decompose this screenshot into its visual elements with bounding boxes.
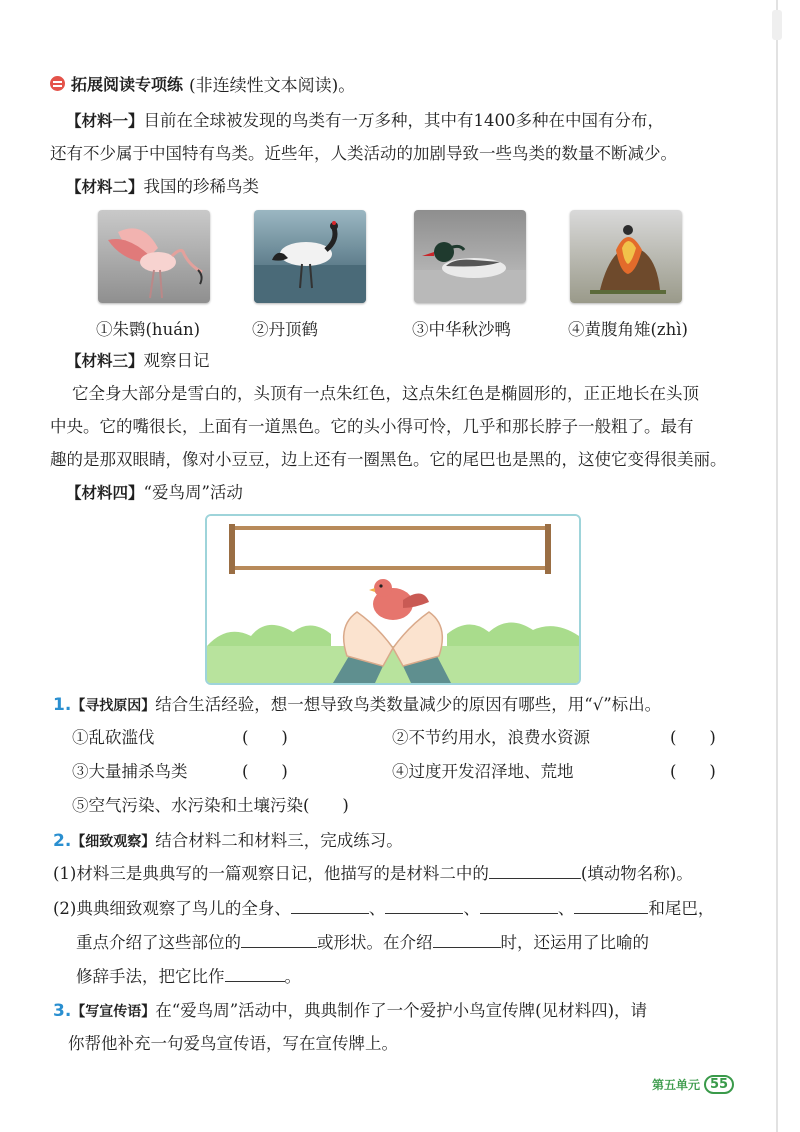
question-3-number: 3. — [53, 1001, 72, 1021]
question-2-part-2-line-2 — [76, 926, 766, 959]
page-edge-mark — [772, 10, 782, 40]
question-2-text: 结合材料二和材料三，完成练习。 — [155, 831, 403, 850]
material-3-label: 【材料三】 — [66, 352, 144, 370]
metaphor-part-blank[interactable] — [433, 929, 501, 948]
material-3-text: 观察日记 — [143, 351, 210, 370]
option-4-answer[interactable]: ( ) — [670, 762, 716, 781]
option-3-answer[interactable]: ( ) — [242, 762, 288, 781]
option-text: ②不节约用水，浪费水资源 — [392, 728, 590, 747]
section-subtitle: (非连续性文本阅读)。 — [189, 76, 356, 96]
material-1 — [66, 104, 736, 138]
body-part-blank-3[interactable] — [480, 895, 558, 914]
question-2-part-2-line-1 — [53, 892, 743, 925]
question-3-cont — [68, 1027, 758, 1060]
body-part-blank-2[interactable] — [385, 895, 463, 914]
section-heading — [50, 71, 355, 96]
question-2-2-text-5: 修辞手法，把它比作 — [76, 967, 225, 986]
material-1-label: 【材料一】 — [66, 112, 144, 130]
question-2-2-text-4: 时，还运用了比喻的 — [500, 933, 649, 952]
unit-label: 第五单元 — [652, 1078, 701, 1092]
question-2-2-tail: 和尾巴， — [648, 899, 715, 918]
animal-name-blank[interactable] — [489, 860, 581, 879]
question-2-1-text: (1)材料三是典典写的一篇观察日记，他描写的是材料二中的 — [53, 864, 489, 883]
option-2-answer[interactable]: ( ) — [670, 728, 716, 747]
tragopan-photo — [570, 210, 682, 303]
bird-caption: ④黄腹角雉(zhì) — [568, 320, 688, 339]
page-footer — [652, 1075, 734, 1094]
question-1-number: 1. — [53, 695, 72, 715]
question-2-2-text-2: 重点介绍了这些部位的 — [76, 933, 241, 952]
material-1-line-1: 目前在全球被发现的鸟类有一万多种，其中有1400多种在中国有分布， — [143, 111, 665, 130]
bird-week-sign-illustration — [205, 514, 581, 685]
question-1-text: 结合生活经验，想一想导致鸟类数量减少的原因有哪些，用“√”标出。 — [155, 695, 662, 714]
bird-card — [568, 210, 708, 340]
separator: 、 — [557, 899, 575, 918]
option-2 — [392, 724, 590, 748]
material-3-line-2: 中央。它的嘴很长，上面有一道黑色。它的头小得可怜，几乎和那长脖子一般粗了。最有 — [50, 417, 694, 436]
metaphor-object-blank[interactable] — [225, 963, 285, 982]
option-text: ⑤空气污染、水污染和土壤污染 — [72, 796, 303, 815]
bird-caption: ①朱鹮(huán) — [96, 320, 201, 339]
option-5-answer[interactable]: ( ) — [303, 796, 349, 815]
option-5 — [72, 792, 349, 816]
separator: 、 — [368, 899, 386, 918]
bird-card — [96, 210, 236, 340]
option-text: ③大量捕杀鸟类 — [72, 762, 188, 781]
question-1 — [53, 688, 743, 723]
option-text: ①乱砍滥伐 — [72, 728, 155, 747]
material-3-line-3: 趣的是那双眼睛，像对小豆豆，边上还有一圈黑色。它的尾巴也是黑的，这使它变得很美丽。 — [50, 450, 727, 469]
body-part-blank-4[interactable] — [574, 895, 648, 914]
question-2 — [53, 824, 743, 859]
page-number: 55 — [704, 1075, 734, 1094]
question-2-2-end: 。 — [284, 967, 301, 986]
question-2-2-text-3: 或形状。在介绍 — [317, 933, 433, 952]
section-number-icon — [50, 76, 65, 91]
material-3-line-1: 它全身大部分是雪白的，头顶有一点朱红色，这点朱红色是椭圆形的，正正地长在头顶 — [72, 384, 699, 403]
material-3-heading — [66, 344, 736, 378]
option-3 — [72, 758, 188, 782]
material-2-label: 【材料二】 — [66, 178, 144, 196]
material-4-label: 【材料四】 — [66, 484, 144, 502]
feature-blank[interactable] — [241, 929, 317, 948]
question-3-tag: 【写宣传语】 — [71, 1004, 156, 1020]
question-2-part-1 — [53, 857, 743, 890]
bird-card — [252, 210, 392, 340]
question-2-2-text: (2)典典细致观察了鸟儿的全身、 — [53, 899, 291, 918]
crane-photo — [254, 210, 366, 303]
option-text: ④过度开发沼泽地、荒地 — [392, 762, 574, 781]
question-1-tag: 【寻找原因】 — [71, 698, 156, 714]
question-2-tag: 【细致观察】 — [71, 834, 156, 850]
body-part-blank-1[interactable] — [291, 895, 369, 914]
bird-caption: ③中华秋沙鸭 — [412, 320, 511, 339]
material-3-body — [50, 377, 750, 476]
question-2-number: 2. — [53, 831, 72, 851]
bird-photo-row — [96, 210, 696, 350]
bird-caption: ②丹顶鹤 — [252, 320, 318, 339]
ibis-photo — [98, 210, 210, 303]
option-4 — [392, 758, 574, 782]
question-3-line-1: 在“爱鸟周”活动中，典典制作了一个爱护小鸟宣传牌(见材料四)，请 — [155, 1001, 648, 1020]
material-1-cont — [50, 137, 750, 170]
question-3 — [53, 994, 743, 1029]
page-edge-line — [776, 0, 778, 1132]
material-2-heading — [66, 170, 736, 204]
option-1-answer[interactable]: ( ) — [242, 728, 288, 747]
material-1-line-2: 还有不少属于中国特有鸟类。近些年，人类活动的加剧导致一些鸟类的数量不断减少。 — [50, 144, 677, 163]
section-title: 拓展阅读专项练 — [71, 75, 184, 94]
material-4-text: “爱鸟周”活动 — [143, 483, 243, 502]
question-2-part-2-line-3 — [76, 960, 766, 993]
question-3-line-2: 你帮他补充一句爱鸟宣传语，写在宣传牌上。 — [68, 1034, 398, 1053]
material-4-heading — [66, 476, 736, 510]
bird-card — [412, 210, 552, 340]
merganser-photo — [414, 210, 526, 303]
separator: 、 — [463, 899, 480, 918]
material-2-text: 我国的珍稀鸟类 — [143, 177, 260, 196]
option-1 — [72, 724, 155, 748]
question-2-1-hint: (填动物名称)。 — [580, 864, 693, 883]
